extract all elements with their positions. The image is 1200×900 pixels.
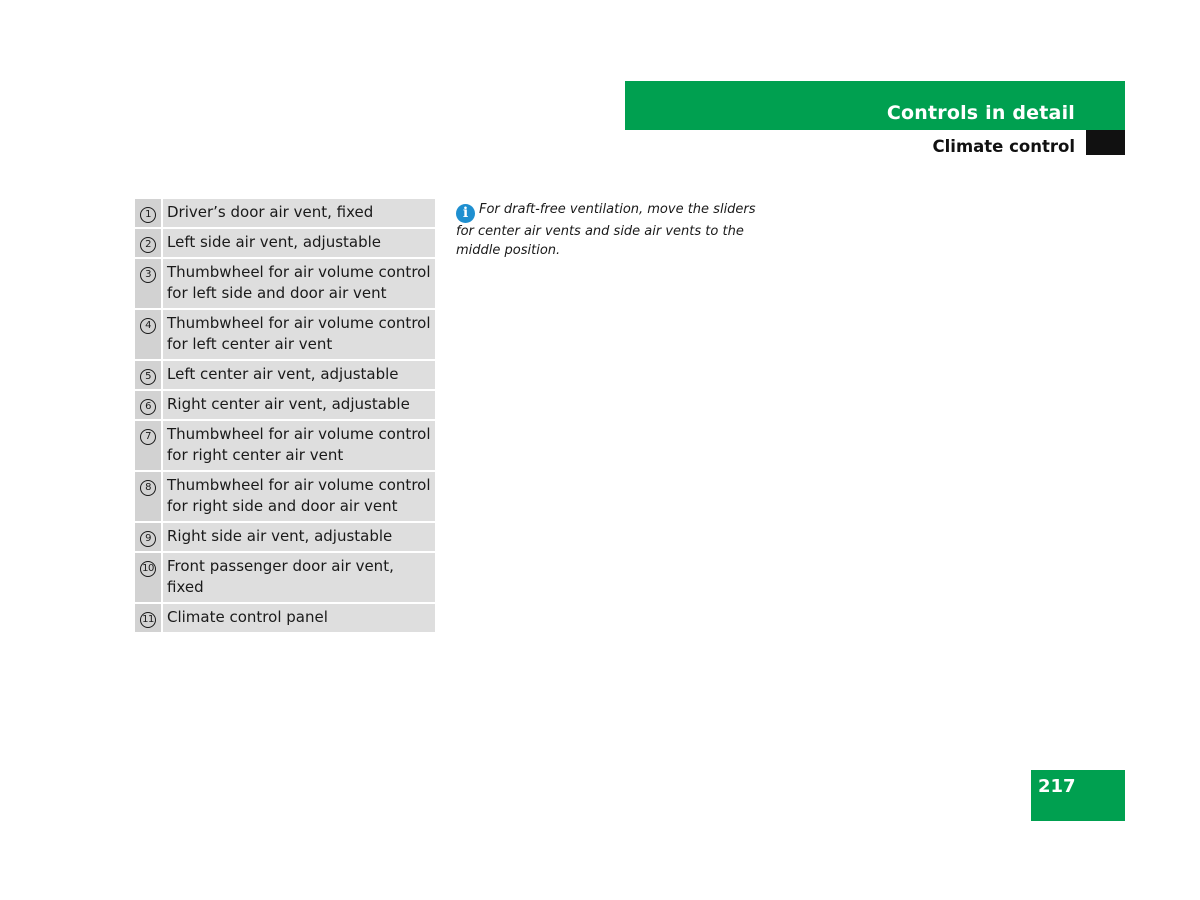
subsection-title: Climate control bbox=[932, 137, 1075, 156]
legend-text: Climate control panel bbox=[162, 603, 435, 633]
legend-text: Thumbwheel for air volume control for right side and door air vent bbox=[162, 471, 435, 522]
legend-row bbox=[135, 360, 435, 390]
legend-table bbox=[135, 199, 435, 634]
subsection-marker bbox=[1086, 130, 1125, 155]
legend-text: Right side air vent, adjustable bbox=[162, 522, 435, 552]
legend-row bbox=[135, 522, 435, 552]
section-banner bbox=[625, 81, 1125, 130]
legend-number: 6 bbox=[140, 399, 156, 415]
legend-row bbox=[135, 471, 435, 522]
page-number-box bbox=[1031, 770, 1125, 821]
legend-number: 3 bbox=[140, 267, 156, 283]
legend-number: 8 bbox=[140, 480, 156, 496]
legend-text: Left center air vent, adjustable bbox=[162, 360, 435, 390]
info-note-text: For draft-free ventilation, move the sliders for center air vents and side air vents to the middle position. bbox=[456, 202, 756, 258]
legend-number: 10 bbox=[140, 561, 156, 577]
legend-row bbox=[135, 309, 435, 360]
section-title: Controls in detail bbox=[886, 102, 1075, 124]
info-icon: i bbox=[456, 204, 475, 223]
legend-text: Driver’s door air vent, fixed bbox=[162, 199, 435, 228]
legend-text: Thumbwheel for air volume control for left side and door air vent bbox=[162, 258, 435, 309]
legend-number: 9 bbox=[140, 531, 156, 547]
legend-row bbox=[135, 390, 435, 420]
legend-row bbox=[135, 199, 435, 228]
legend-row bbox=[135, 228, 435, 258]
legend-number: 11 bbox=[140, 612, 156, 628]
page-number: 217 bbox=[1038, 776, 1076, 797]
legend-row bbox=[135, 603, 435, 633]
legend-number: 4 bbox=[140, 318, 156, 334]
legend-text: Right center air vent, adjustable bbox=[162, 390, 435, 420]
legend-text: Front passenger door air vent, fixed bbox=[162, 552, 435, 603]
legend-text: Thumbwheel for air volume control for right center air vent bbox=[162, 420, 435, 471]
info-note bbox=[456, 201, 756, 260]
legend-text: Thumbwheel for air volume control for left center air vent bbox=[162, 309, 435, 360]
legend-row bbox=[135, 420, 435, 471]
legend-number: 1 bbox=[140, 207, 156, 223]
legend-number: 5 bbox=[140, 369, 156, 385]
legend-row bbox=[135, 552, 435, 603]
legend-number: 2 bbox=[140, 237, 156, 253]
legend-text: Left side air vent, adjustable bbox=[162, 228, 435, 258]
legend-number: 7 bbox=[140, 429, 156, 445]
legend-row bbox=[135, 258, 435, 309]
